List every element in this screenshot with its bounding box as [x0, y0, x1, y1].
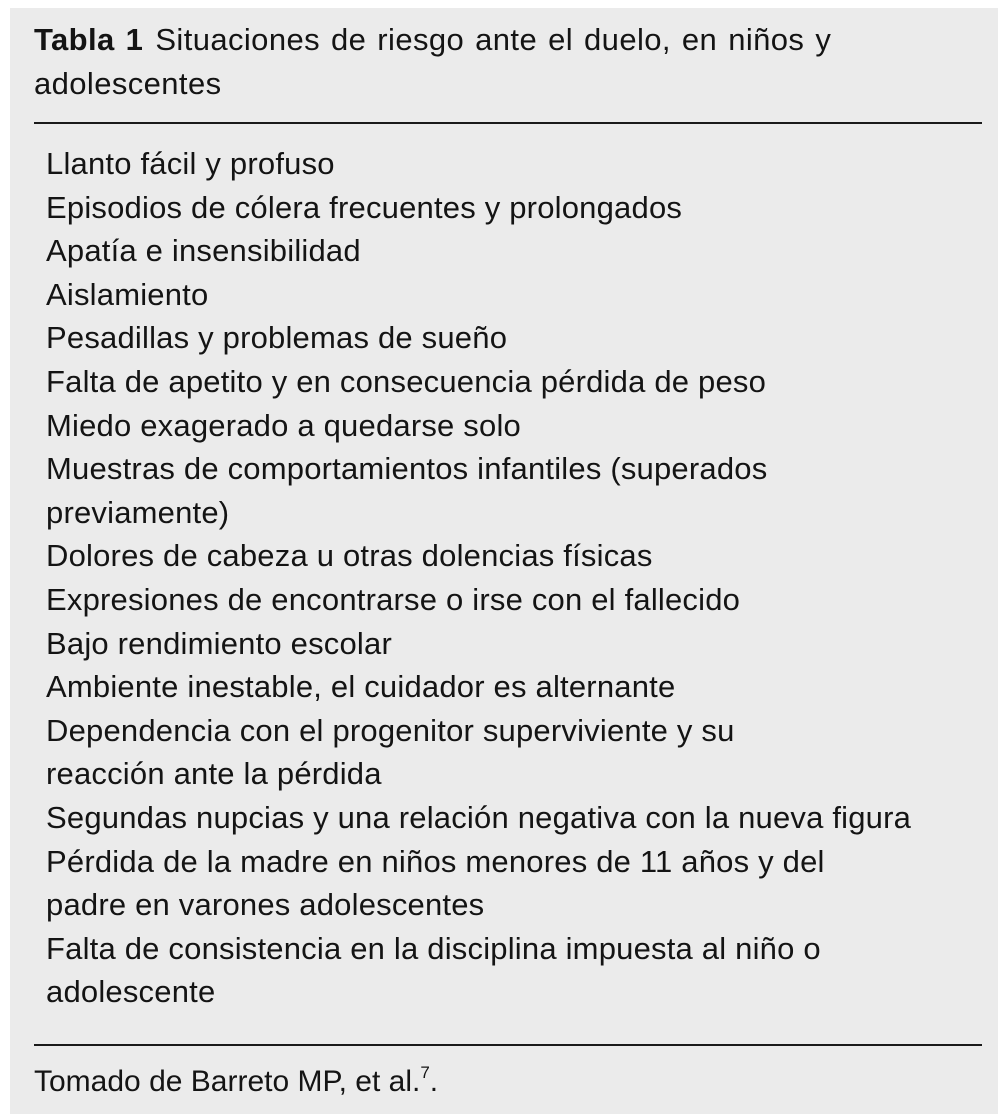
list-item: Episodios de cólera frecuentes y prolongados [46, 189, 683, 225]
bottom-rule [34, 1044, 982, 1046]
list-item: Expresiones de encontrarse o irse con el fallecido [46, 581, 741, 617]
list-item: Falta de apetito y en consecuencia pérdida de peso [46, 363, 767, 399]
list-item: Segundas nupcias y una relación negativa con la nueva figura [46, 799, 912, 835]
footnote-reference: 7 [420, 1063, 430, 1082]
list-item: Dependencia con el progenitor superviviente y su [46, 712, 735, 748]
table-title-line2: adolescentes [34, 66, 222, 101]
table-box [10, 8, 998, 1114]
list-item: Bajo rendimiento escolar [46, 625, 392, 661]
table-label: Tabla 1 [34, 22, 144, 57]
list-item: Pérdida de la madre en niños menores de 11 años y del [46, 843, 825, 879]
risk-situations-list [46, 142, 986, 1014]
list-item: Llanto fácil y profuso [46, 146, 335, 181]
list-item: Pesadillas y problemas de sueño [46, 320, 508, 356]
list-item: Muestras de comportamientos infantiles (superados [46, 451, 768, 487]
list-item: Dolores de cabeza u otras dolencias físicas [46, 538, 653, 574]
list-item-continuation: reacción ante la pérdida [46, 756, 382, 792]
source-footnote [34, 1060, 438, 1104]
footnote-text: Tomado de Barreto MP, et al. [34, 1065, 421, 1098]
list-item-continuation: padre en varones adolescentes [46, 887, 485, 923]
list-item: Apatía e insensibilidad [46, 233, 361, 269]
list-item: Aislamiento [46, 276, 209, 312]
list-item: Miedo exagerado a quedarse solo [46, 407, 521, 443]
list-item-continuation: adolescente [46, 974, 216, 1010]
table-caption [34, 18, 990, 106]
list-item-continuation: previamente) [46, 494, 230, 530]
table-title-line1: Situaciones de riesgo ante el duelo, en niños y [155, 22, 832, 57]
list-item: Ambiente inestable, el cuidador es alternante [46, 669, 676, 705]
list-item: Falta de consistencia en la disciplina impuesta al niño o [46, 930, 821, 966]
footnote-end: . [429, 1065, 439, 1098]
top-rule [34, 122, 982, 124]
